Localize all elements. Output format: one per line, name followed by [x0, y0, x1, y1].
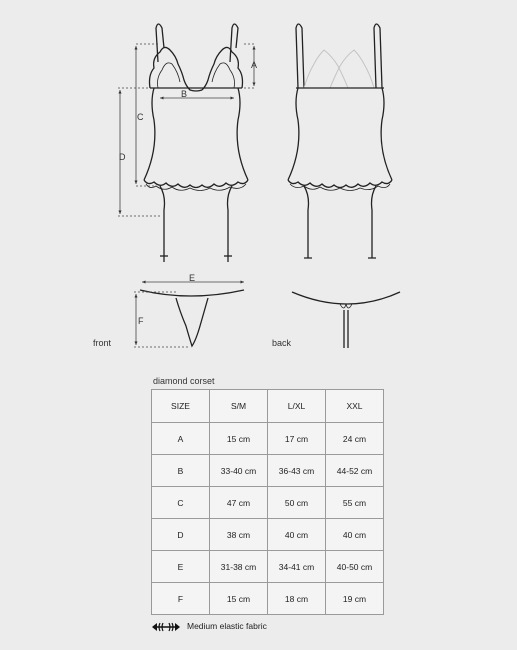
table-cell: E — [152, 551, 210, 583]
header-cell: SIZE — [152, 390, 210, 423]
table-cell: A — [152, 423, 210, 455]
table-cell: 55 cm — [326, 487, 384, 519]
dim-label-b: B — [181, 89, 188, 99]
table-cell: 50 cm — [268, 487, 326, 519]
back-corset-drawing — [288, 24, 392, 258]
table-cell: 33-40 cm — [210, 455, 268, 487]
table-row — [152, 583, 384, 615]
table-cell: 40 cm — [326, 519, 384, 551]
table-row — [152, 455, 384, 487]
table-cell: 44-52 cm — [326, 455, 384, 487]
table-row — [152, 423, 384, 455]
front-dimension-lines — [118, 44, 256, 216]
table-cell: 40-50 cm — [326, 551, 384, 583]
table-cell: 17 cm — [268, 423, 326, 455]
table-cell: D — [152, 519, 210, 551]
elastic-stretch-icon — [151, 621, 181, 633]
table-cell: 15 cm — [210, 423, 268, 455]
dim-label-e: E — [189, 273, 196, 283]
header-cell: L/XL — [268, 390, 326, 423]
size-chart-table — [151, 389, 384, 615]
fabric-legend-label: Medium elastic fabric — [187, 621, 267, 631]
table-cell: C — [152, 487, 210, 519]
table-cell: 38 cm — [210, 519, 268, 551]
table-cell: 24 cm — [326, 423, 384, 455]
table-cell: 47 cm — [210, 487, 268, 519]
front-thong-drawing — [140, 290, 244, 346]
table-row — [152, 551, 384, 583]
table-cell: 36-43 cm — [268, 455, 326, 487]
table-header-row — [152, 390, 384, 423]
dim-label-c: C — [137, 112, 144, 122]
table-cell: 31-38 cm — [210, 551, 268, 583]
table-cell: 40 cm — [268, 519, 326, 551]
header-cell: S/M — [210, 390, 268, 423]
back-caption: back — [272, 338, 292, 348]
header-cell: XXL — [326, 390, 384, 423]
front-corset-drawing — [144, 24, 248, 262]
dim-label-a: A — [251, 60, 258, 70]
table-cell: F — [152, 583, 210, 615]
front-caption: front — [93, 338, 112, 348]
dim-label-f: F — [138, 316, 144, 326]
table-title: diamond corset — [153, 376, 215, 386]
table-cell: B — [152, 455, 210, 487]
back-thong-drawing — [292, 292, 400, 348]
table-row — [152, 487, 384, 519]
dim-label-d: D — [119, 152, 126, 162]
table-cell: 19 cm — [326, 583, 384, 615]
table-cell: 15 cm — [210, 583, 268, 615]
table-row — [152, 519, 384, 551]
table-cell: 34-41 cm — [268, 551, 326, 583]
table-cell: 18 cm — [268, 583, 326, 615]
